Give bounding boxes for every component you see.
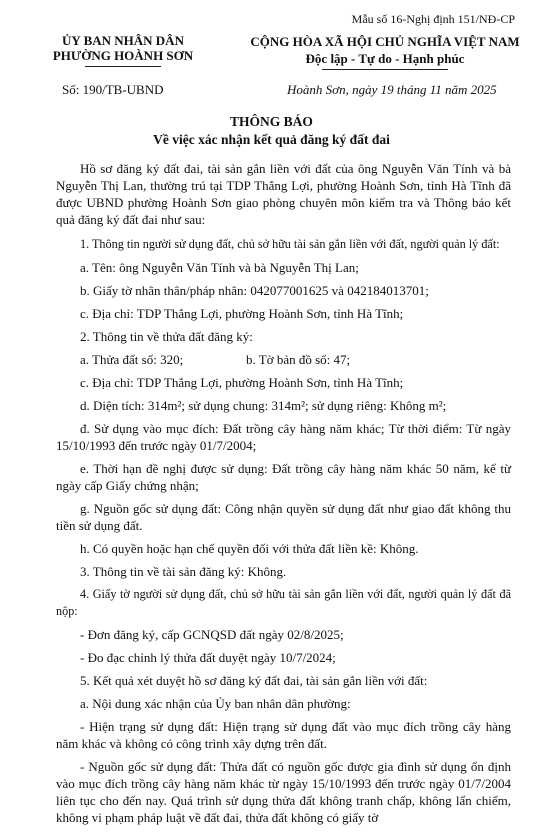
section-1-b: b. Giấy tờ nhân thân/pháp nhân: 042077001625 và 042184013701; bbox=[80, 283, 429, 298]
section-4-b: - Đo đạc chỉnh lý thửa đất duyệt ngày 10/7/2024; bbox=[80, 650, 336, 665]
document-title bbox=[0, 113, 543, 149]
section-2-dd: đ. Sử dụng vào mục đích: Đất trồng cây hàng năm khác; Từ thời điểm: Từ ngày 15/10/1993 đến trước ngày 01/7/2004; bbox=[56, 421, 511, 453]
agency-underline bbox=[85, 66, 161, 67]
agency-line-2: PHƯỜNG HOÀNH SƠN bbox=[52, 48, 194, 63]
section-2-h: h. Có quyền hoặc hạn chế quyền đối với thửa đất liền kề: Không. bbox=[80, 541, 419, 556]
section-1-c: c. Địa chỉ: TDP Thắng Lợi, phường Hoành Sơn, tỉnh Hà Tĩnh; bbox=[80, 306, 404, 321]
agency-line-1: ỦY BAN NHÂN DÂN bbox=[62, 33, 184, 48]
nation-underline bbox=[322, 69, 448, 70]
place-date: Hoành Sơn, ngày 19 tháng 11 năm 2025 bbox=[287, 82, 497, 97]
section-4-heading: 4. Giấy tờ người sử dụng đất, chủ sở hữu tài sản gắn liền với đất, người quản lý đất đã nộp: bbox=[56, 587, 511, 618]
nation-line-2: Độc lập - Tự do - Hạnh phúc bbox=[305, 51, 465, 66]
nation-line-1: CỘNG HÒA XÃ HỘI CHỦ NGHĨA VIỆT NAM bbox=[250, 34, 520, 49]
section-1-heading: 1. Thông tin người sử dụng đất, chủ sở hữu tài sản gắn liền với đất, người quản lý đất: bbox=[80, 237, 500, 251]
section-2-ab-row bbox=[56, 351, 511, 368]
section-2-a: a. Thửa đất số: 320; bbox=[80, 352, 184, 367]
title-line-1: THÔNG BÁO bbox=[230, 114, 313, 129]
section-5-a-1: - Hiện trạng sử dụng đất: Hiện trạng sử dụng đất vào mục đích trồng cây hàng năm khác và không có công trình xây dựng trên đất. bbox=[56, 719, 511, 751]
section-5-a: a. Nội dung xác nhận của Ủy ban nhân dân phường: bbox=[80, 696, 351, 711]
section-2-e: e. Thời hạn đề nghị được sử dụng: Đất trồng cây hàng năm khác 50 năm, kể từ ngày cấp Giấy chứng nhận; bbox=[56, 461, 511, 493]
section-2-b: b. Tờ bản đồ số: 47; bbox=[246, 352, 351, 367]
section-1-a: a. Tên: ông Nguyễn Văn Tính và bà Nguyễn Thị Lan; bbox=[80, 260, 359, 275]
section-2-heading: 2. Thông tin về thửa đất đăng ký: bbox=[80, 329, 253, 344]
section-4-a: - Đơn đăng ký, cấp GCNQSD đất ngày 02/8/2025; bbox=[80, 627, 344, 642]
issuing-agency bbox=[38, 33, 208, 63]
document-number: Số: 190/TB-UBND bbox=[62, 82, 164, 97]
form-code: Mẫu số 16-Nghị định 151/NĐ-CP bbox=[351, 12, 515, 26]
section-3: 3. Thông tin về tài sản đăng ký: Không. bbox=[80, 564, 287, 579]
document-body bbox=[56, 160, 511, 832]
title-line-2: Về việc xác nhận kết quả đăng ký đất đai bbox=[153, 132, 390, 147]
section-2-c: c. Địa chỉ: TDP Thắng Lợi, phường Hoành Sơn, tỉnh Hà Tĩnh; bbox=[80, 375, 404, 390]
section-5-a-2: - Nguồn gốc sử dụng đất: Thửa đất có nguồn gốc được gia đình sử dụng ổn định vào mục đích trồng cây hàng năm khác từ ngày 15/10/1993 đến trước ngày 01/7/2004 liên tục cho đến nay. Quá trình sử dụng thửa đất không tranh chấp, không lấn chiếm, không vi phạm pháp luật về đất đai, thửa đất không có giấy tờ bbox=[56, 759, 511, 825]
section-2-g: g. Nguồn gốc sử dụng đất: Công nhận quyền sử dụng đất như giao đất không thu tiền sử dụng đất. bbox=[56, 501, 511, 533]
intro-paragraph: Hồ sơ đăng ký đất đai, tài sản gắn liền với đất của ông Nguyễn Văn Tính và bà Nguyễn Thị Lan, thường trú tại TDP Thắng Lợi, phường Hoành Sơn, tỉnh Hà Tĩnh đã được UBND phường Hoành Sơn giao phòng chuyên môn kiểm tra và Thông báo kết quả đăng ký đất đai như sau: bbox=[56, 161, 511, 227]
section-2-d: d. Diện tích: 314m²; sử dụng chung: 314m²; sử dụng riêng: Không m²; bbox=[80, 398, 447, 413]
national-heading bbox=[240, 33, 530, 67]
section-5-heading: 5. Kết quả xét duyệt hồ sơ đăng ký đất đai, tài sản gắn liền với đất: bbox=[80, 673, 428, 688]
